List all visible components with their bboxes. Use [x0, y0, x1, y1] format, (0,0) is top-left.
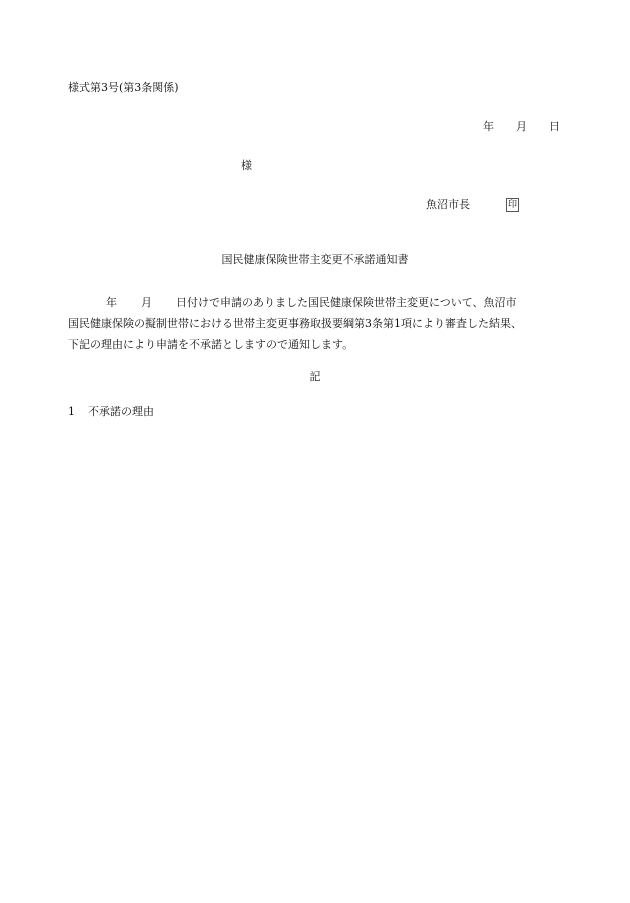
- body-line-1-text: 日付けで申請のありました国民健康保険世帯主変更について、魚沼市: [176, 296, 517, 309]
- body-year-label: 年: [106, 296, 117, 309]
- body-paragraph: [68, 292, 578, 355]
- seal-mark: 印: [508, 200, 518, 210]
- form-number: 様式第3号(第3条関係): [68, 81, 179, 94]
- date-month-label: 月: [516, 120, 527, 133]
- ki-heading: 記: [309, 370, 321, 383]
- body-line-1: [68, 292, 578, 313]
- addressee-honorific: 様: [241, 159, 252, 172]
- body-month-label: 月: [141, 296, 152, 309]
- issuer-name: 魚沼市長: [426, 198, 470, 211]
- body-line-2: 国民健康保険の擬制世帯における世帯主変更事務取扱要綱第3条第1項により審査した結果、: [68, 317, 522, 330]
- issuer-block: [426, 198, 519, 212]
- reason-number: 1: [68, 405, 75, 418]
- date-year-label: 年: [483, 120, 494, 133]
- reason-label: 不承諾の理由: [88, 405, 154, 418]
- reason-heading: [68, 406, 154, 417]
- body-line-3: 下記の理由により申請を不承諾としますので通知します。: [68, 338, 354, 351]
- date-day-label: 日: [549, 120, 560, 133]
- date-line: [483, 121, 560, 132]
- document-title: 国民健康保険世帯主変更不承諾通知書: [221, 253, 409, 266]
